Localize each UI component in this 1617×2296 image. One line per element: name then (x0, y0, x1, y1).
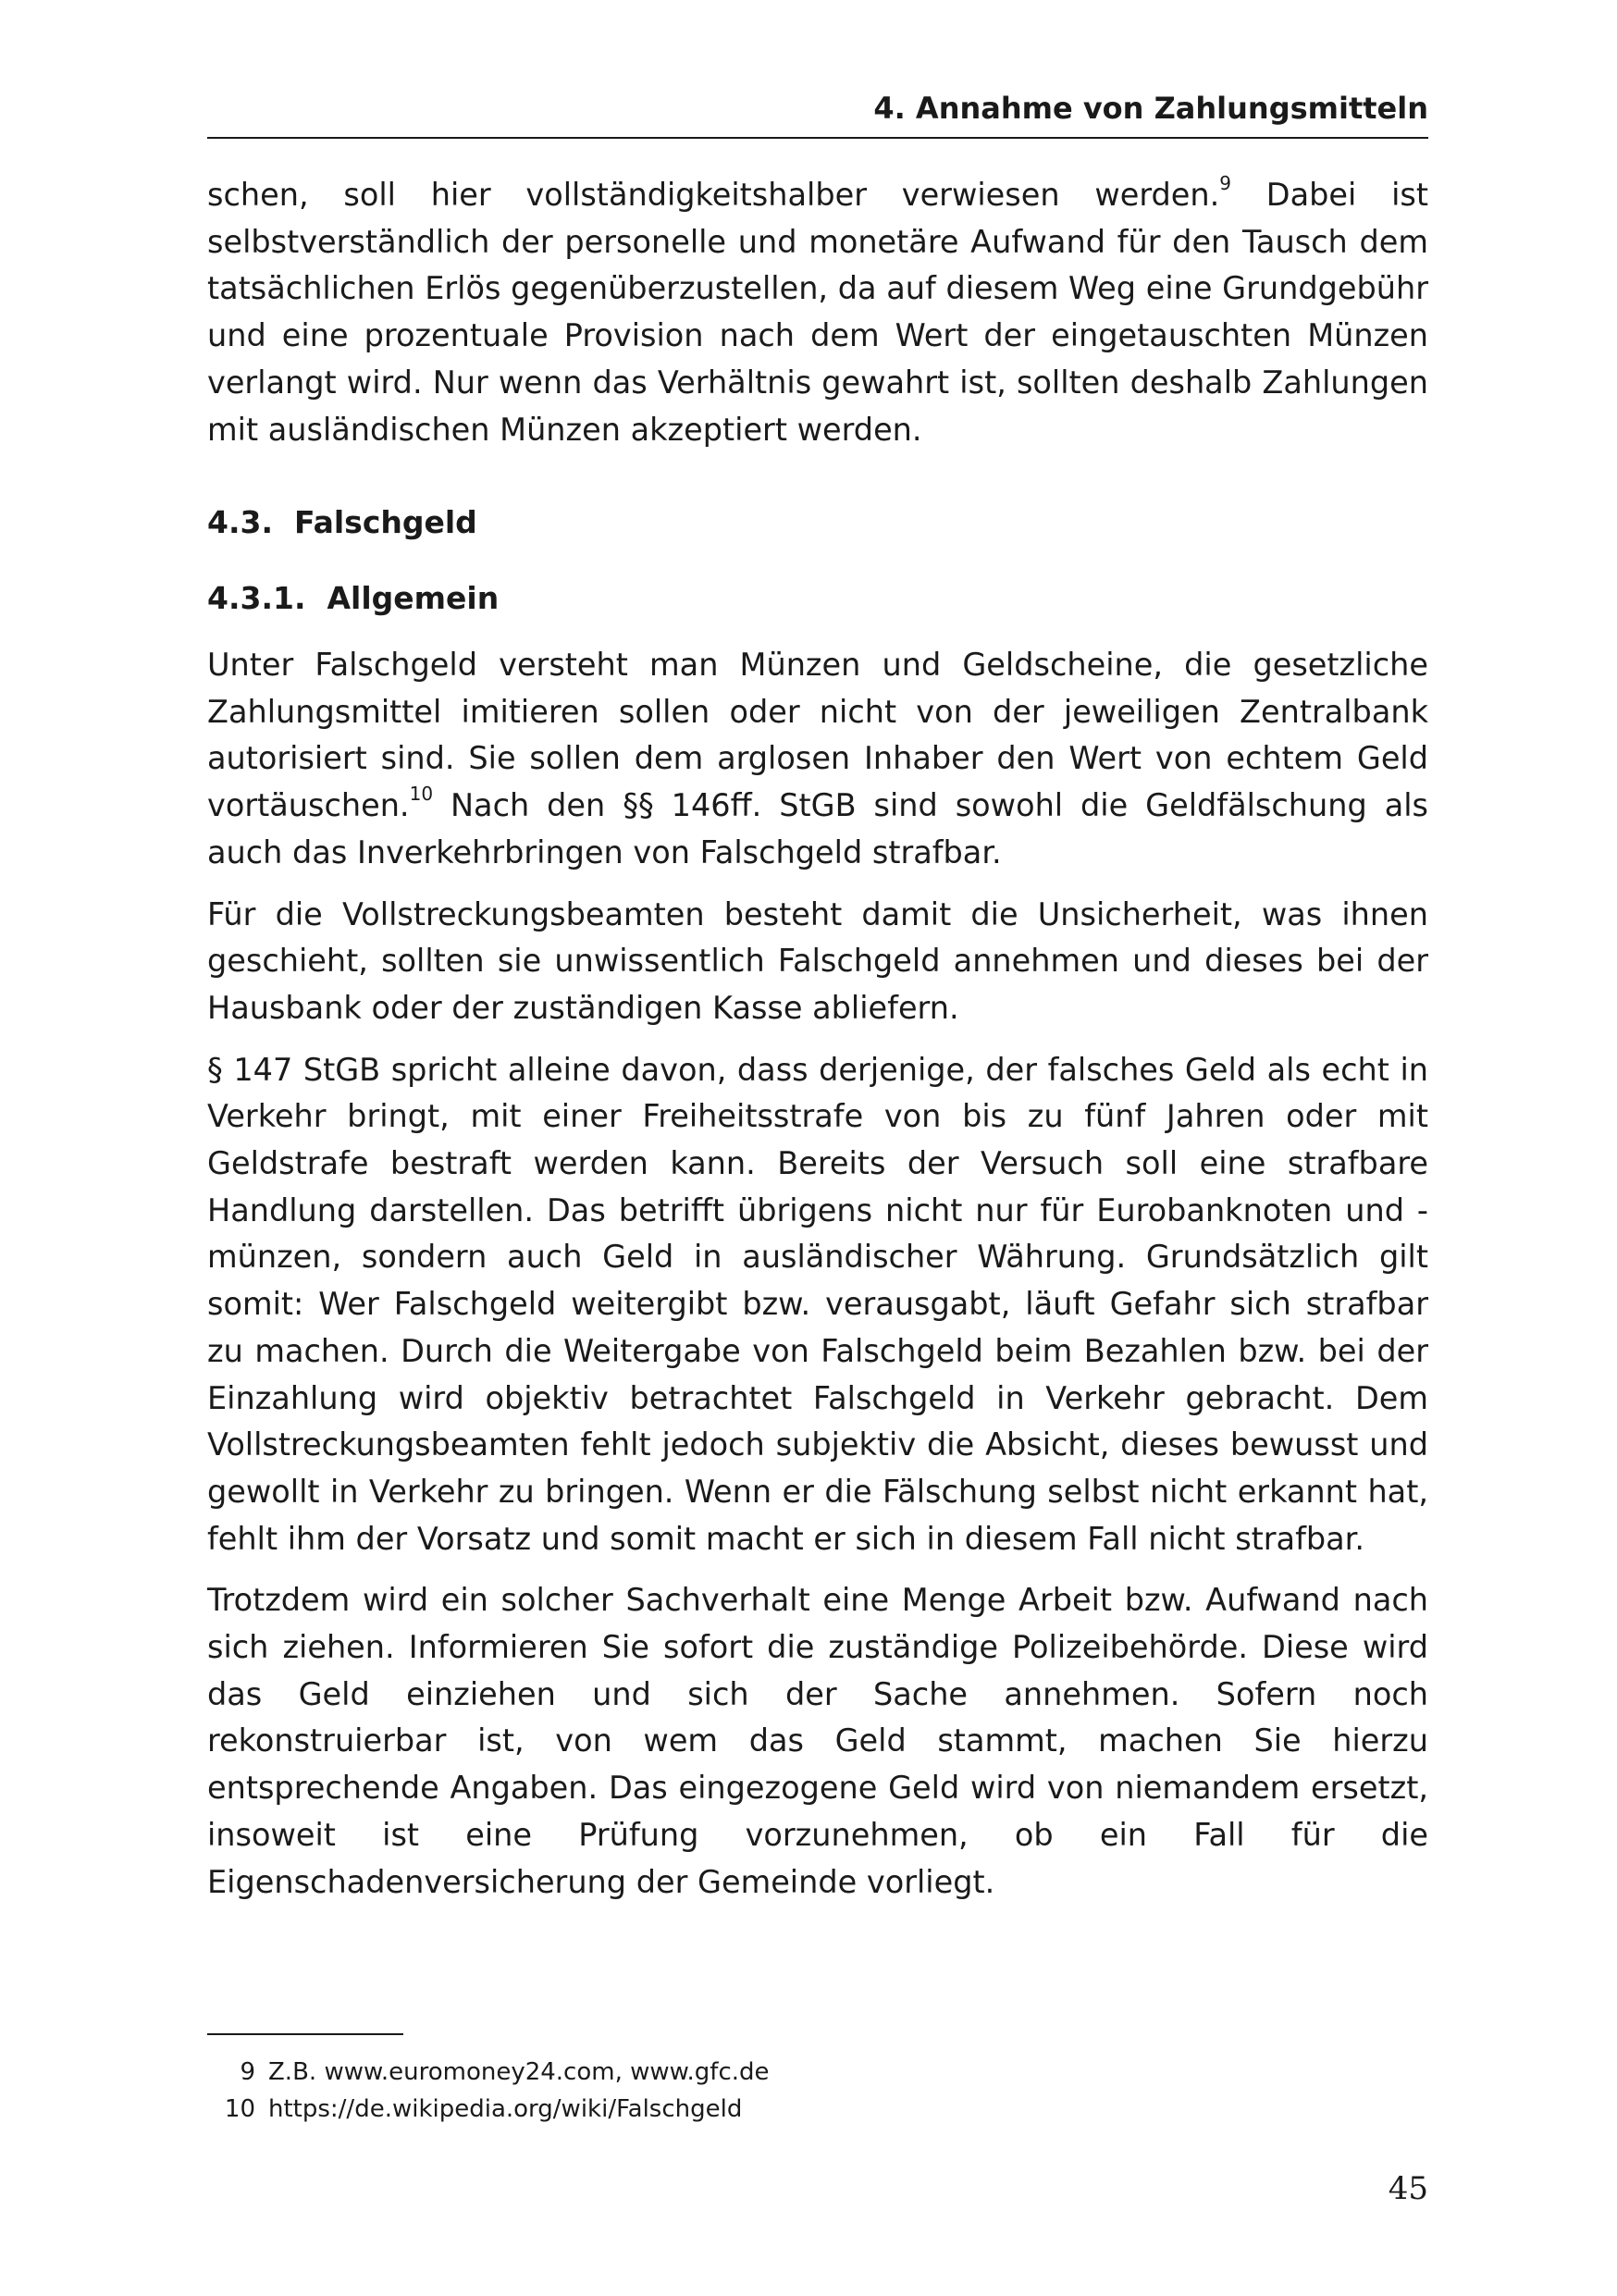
footnote-rule (207, 2033, 403, 2035)
header-rule (207, 137, 1428, 139)
footnote-ref-9[interactable]: 9 (1219, 172, 1232, 194)
paragraph-3: § 147 StGB spricht alleine davon, dass derjenige, der falsches Geld als echt in Verkehr bringt, mit einer Freiheitsstrafe von bis zu fünf Jahren oder mit Geldstrafe bestraft werden kann. Bereits der Versuch soll eine strafbare Handlung darstellen. Das betrifft übrigens nicht nur für Eurobanknoten und -münzen, sondern auch Geld in ausländischer Währung. Grundsätzlich gilt somit: Wer Falschgeld weitergibt bzw. verausgabt, läuft Gefahr sich strafbar zu machen. Durch die Weitergabe von Falschgeld beim Bezahlen bzw. bei der Einzahlung wird objektiv betrachtet Falschgeld in Verkehr gebracht. Dem Vollstreckungsbeamten fehlt jedoch subjektiv die Absicht, dieses bewusst und gewollt in Verkehr zu bringen. Wenn er die Fälschung selbst nicht erkannt hat, fehlt ihm der Vorsatz und somit macht er sich in diesem Fall nicht strafbar. (207, 1051, 1428, 1557)
footnote-number: 9 (240, 2058, 255, 2086)
paragraph-1 (207, 642, 1428, 877)
footnote-9 (207, 2054, 1428, 2091)
intro-paragraph (207, 172, 1428, 453)
paragraph-4: Trotzdem wird ein solcher Sachverhalt eine Menge Arbeit bzw. Aufwand nach sich ziehen. Informieren Sie sofort die zuständige Polizeibehörde. Diese wird das Geld einziehen und sich der Sache annehmen. Sofern noch rekonstruierbar ist, von wem das Geld stammt, machen Sie hierzu entsprechende Angaben. Das eingezogene Geld wird von niemandem ersetzt, insoweit ist eine Prüfung vorzunehmen, ob ein Fall für die Eigenschadenversicherung der Gemeinde vorliegt. (207, 1582, 1428, 1900)
subsection-heading (207, 575, 1428, 622)
footnote-text: https://de.wikipedia.org/wiki/Falschgeld (268, 2095, 743, 2123)
footnote-10 (207, 2091, 1428, 2128)
running-head: 4. Annahme von Zahlungsmitteln (873, 91, 1428, 126)
paragraph-1-text-b: Nach den §§ 146ff. StGB sind sowohl die Geldfälschung als auch das Inverkehrbringen von Falschgeld strafbar. (207, 787, 1428, 870)
intro-text-b: Dabei ist selbstverständlich der personelle und monetäre Aufwand für den Tausch dem tatsächlichen Erlös gegenüberzustellen, da auf diesem Weg eine Grundgebühr und eine prozentuale Provision nach dem Wert der eingetauschten Münzen verlangt wird. Nur wenn das Verhältnis gewahrt ist, sollten deshalb Zahlungen mit ausländischen Münzen akzeptiert werden. (207, 177, 1428, 448)
section-title: Falschgeld (293, 504, 477, 540)
footnotes (207, 2054, 1428, 2128)
paragraph-1-text-a: Unter Falschgeld versteht man Münzen und Geldscheine, die gesetzliche Zahlungsmittel imitieren sollen oder nicht von der jeweiligen Zentralbank autorisiert sind. Sie sollen dem arglosen Inhaber den Wert von echtem Geld vortäuschen. (207, 647, 1428, 824)
intro-text-a: schen, soll hier vollständigkeitshalber verwiesen werden. (207, 177, 1220, 213)
footnote-ref-10[interactable]: 10 (409, 783, 434, 806)
section-number: 4.3. (207, 504, 273, 540)
intro-block (207, 172, 1428, 468)
footnote-number: 10 (224, 2095, 255, 2123)
footnote-text: Z.B. www.euromoney24.com, www.gfc.de (268, 2058, 770, 2086)
section-body (207, 642, 1428, 1920)
section-heading (207, 500, 1428, 546)
page-number: 45 (1388, 2170, 1428, 2207)
subsection-title: Allgemein (327, 580, 500, 616)
subsection-number: 4.3.1. (207, 580, 306, 616)
paragraph-2: Für die Vollstreckungsbeamten besteht damit die Unsicherheit, was ihnen geschieht, sollten sie unwissentlich Falschgeld annehmen und dieses bei der Hausbank oder der zuständigen Kasse abliefern. (207, 895, 1428, 1026)
